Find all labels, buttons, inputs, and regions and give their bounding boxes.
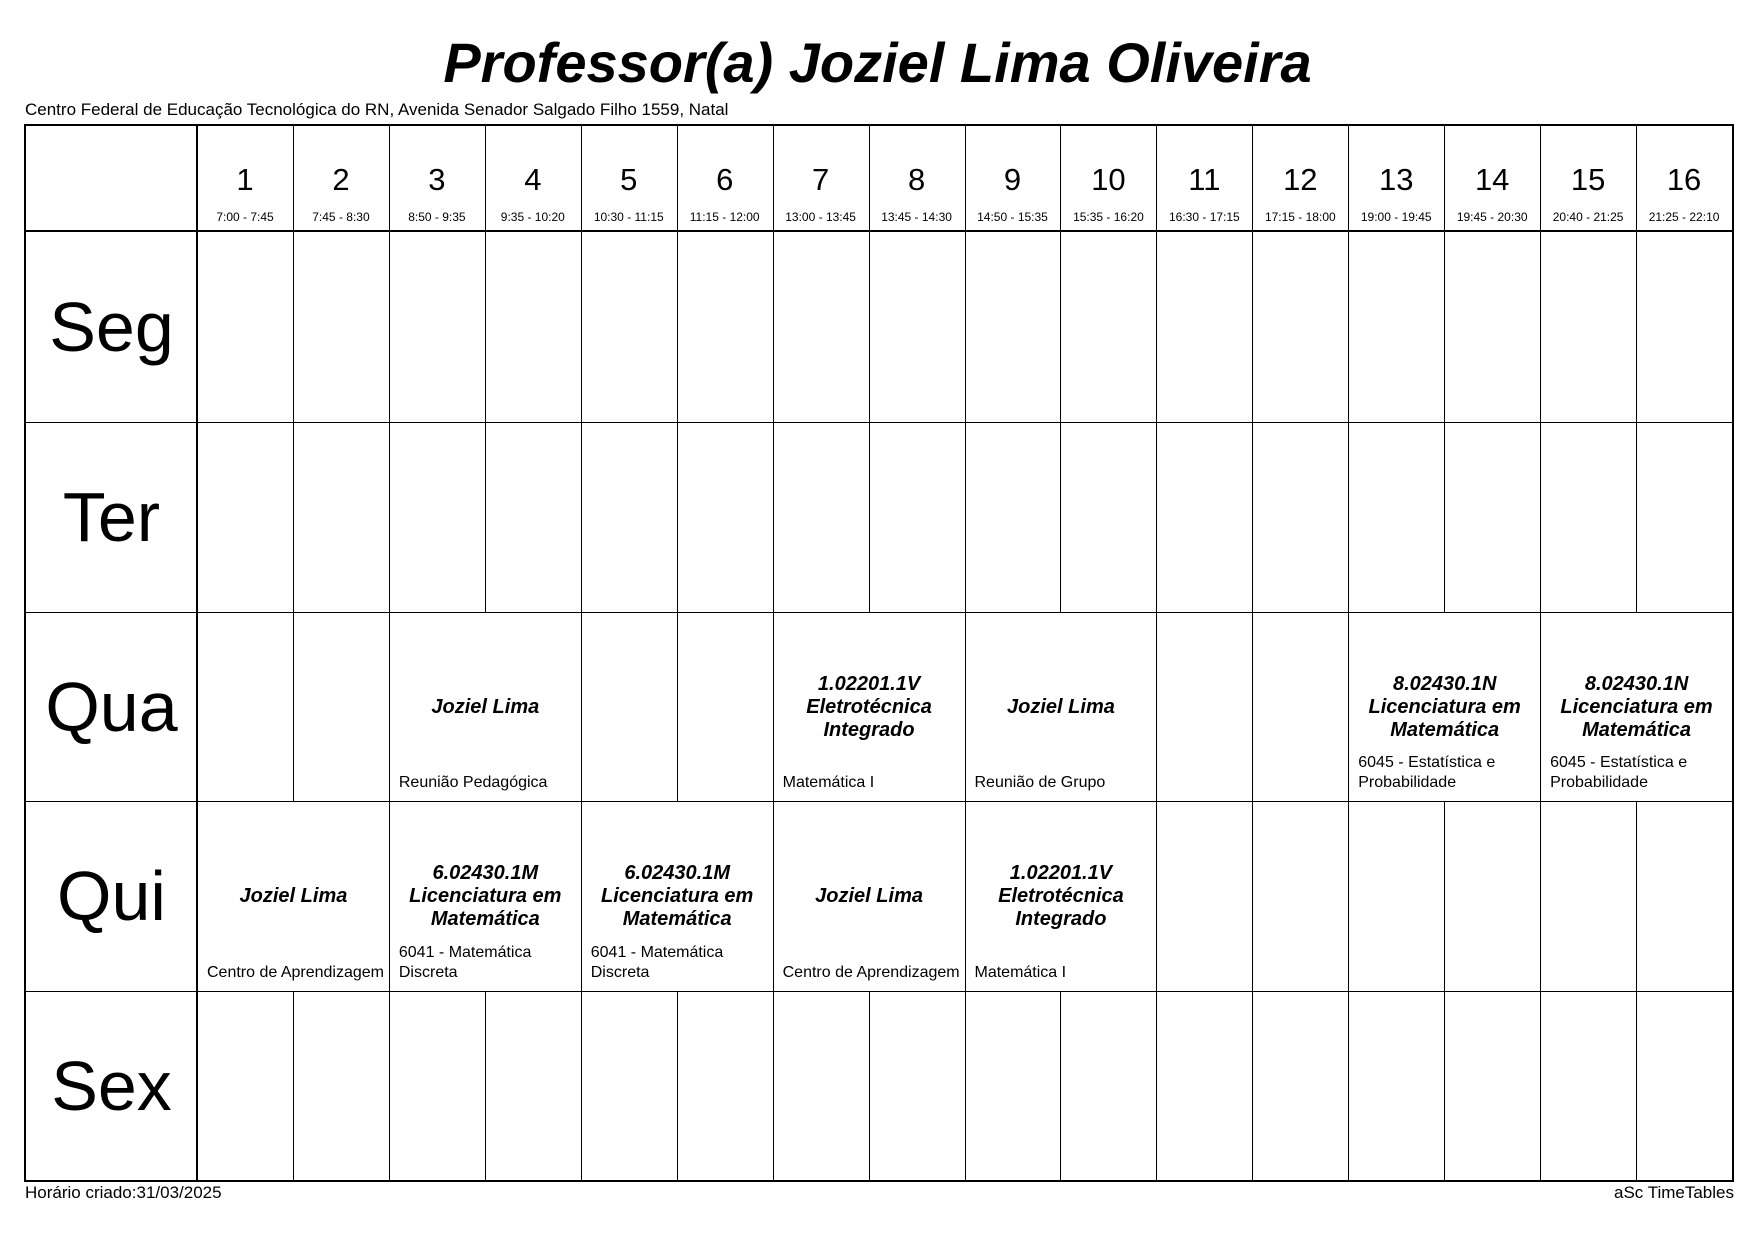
period-header [1444,126,1540,230]
day-label-sex: Sex [51,1047,172,1126]
lesson-title-line: 6.02430.1M [432,862,539,885]
lesson-title-line: 1.02201.1V [817,672,921,695]
period-number: 7 [812,162,830,197]
lesson-subject: 6045 - Estatística e Probabilidade [1358,754,1496,792]
lesson-card [390,613,581,802]
period-header [773,126,869,230]
lesson-subject: 6041 - Matemática Discreta [398,944,532,982]
period-time: 10:30 - 11:15 [593,210,664,224]
lesson-title-line: Matemática [430,908,540,931]
lesson-title-line: Matemática [1582,718,1692,741]
period-divider [677,126,678,1180]
lesson-title-line: Eletrotécnica [998,885,1124,908]
day-divider [26,422,1732,423]
day-column-divider [196,126,198,1180]
period-number: 9 [1003,162,1022,197]
period-number: 14 [1474,162,1510,197]
period-divider [293,126,294,1180]
lesson-title-line: Joziel Lima [431,695,540,718]
period-number: 2 [332,162,350,197]
software-brand: aSc TimeTables [1614,1183,1734,1202]
period-header [581,126,677,230]
period-number: 10 [1091,162,1126,197]
lesson-title-line: Integrado [823,718,915,741]
lesson-title-line: Joziel Lima [815,885,923,908]
period-number: 4 [524,162,542,197]
period-header [1348,126,1444,230]
period-header [1540,126,1636,230]
day-label-ter: Ter [62,477,161,556]
lesson-subject: Centro de Aprendizagem [782,964,960,982]
lesson-card [390,802,581,991]
lesson-title-line: Matemática [622,908,732,931]
period-number: 12 [1283,162,1318,197]
lesson-title-line: Licenciatura em [1368,695,1521,718]
day-label-qui: Qui [57,857,166,936]
lesson-title-line: Matemática [1390,718,1500,741]
lesson-subject: 6045 - Estatística e Probabilidade [1550,754,1688,792]
period-divider [1252,126,1253,1180]
lesson-card [966,802,1157,991]
lesson-title-line: Integrado [1015,908,1107,931]
period-number: 3 [428,162,446,197]
day-label-seg: Seg [49,287,174,366]
timetable-grid [24,124,1734,1182]
period-time: 7:45 - 8:30 [312,210,370,224]
lesson-title-line: Licenciatura em [601,885,754,908]
period-header [1636,126,1732,230]
lesson-subject: Matemática I [974,964,1067,982]
period-time: 19:00 - 19:45 [1360,210,1432,224]
lesson-title [1353,673,1536,742]
lesson-title [202,885,385,908]
lesson-title-line: 8.02430.1N [1392,672,1497,695]
header-divider [26,230,1732,232]
period-time: 16:30 - 17:15 [1169,210,1240,224]
period-number: 11 [1188,162,1221,197]
period-time: 19:45 - 20:30 [1456,210,1528,224]
lesson-card [966,613,1157,802]
day-label-qua: Qua [45,667,178,746]
lesson-subject: Centro de Aprendizagem [207,964,384,982]
lesson-subject: 6041 - Matemática Discreta [590,944,724,982]
period-time: 14:50 - 15:35 [977,210,1048,224]
period-header [677,126,773,230]
lesson-title-line: Joziel Lima [239,885,348,908]
lesson-card [582,802,773,991]
period-header [293,126,389,230]
lesson-subject: Reunião Pedagógica [398,774,548,792]
period-header [197,126,293,230]
lesson-title-line: Licenciatura em [409,885,562,908]
lesson-title-line: Licenciatura em [1560,695,1713,718]
period-time: 13:00 - 13:45 [785,210,856,224]
lesson-title-line: Joziel Lima [1007,695,1115,718]
page-title: Professor(a) Joziel Lima Oliveira [443,31,1312,94]
lesson-title-line: 6.02430.1M [624,862,730,885]
institution-address: Centro Federal de Educação Tecnológica do RN, Avenida Senador Salgado Filho 1559, Natal [25,100,729,119]
period-header [869,126,965,230]
period-number: 5 [620,162,638,197]
period-number: 15 [1570,162,1606,197]
lesson-card [774,613,965,802]
period-number: 8 [907,162,926,197]
lesson-title [778,885,961,908]
period-time: 21:25 - 22:10 [1648,210,1720,224]
period-header [485,126,581,230]
period-header [1060,126,1156,230]
period-divider [581,126,582,1180]
period-header [389,126,485,230]
period-time: 9:35 - 10:20 [500,210,565,224]
lesson-title [778,673,961,742]
lesson-subject: Reunião de Grupo [974,774,1106,792]
period-number: 6 [716,162,734,197]
period-number: 1 [236,162,254,197]
lesson-card [774,802,965,991]
period-time: 17:15 - 18:00 [1264,210,1336,224]
period-header [1252,126,1348,230]
period-header [1156,126,1252,230]
lesson-card [1349,613,1540,802]
period-time: 7:00 - 7:45 [216,210,274,224]
period-time: 8:50 - 9:35 [408,210,466,224]
period-time: 20:40 - 21:25 [1552,210,1624,224]
lesson-title [1545,673,1728,742]
period-time: 13:45 - 14:30 [881,210,952,224]
lesson-title-line: 8.02430.1N [1584,672,1689,695]
lesson-title [970,862,1153,931]
lesson-title [394,862,577,931]
period-time: 15:35 - 16:20 [1073,210,1144,224]
lesson-title [394,696,577,719]
period-number: 16 [1666,162,1702,197]
period-number: 13 [1379,162,1414,197]
lesson-title-line: 1.02201.1V [1009,862,1113,885]
lesson-card [1541,613,1732,802]
lesson-subject: Matemática I [782,774,875,792]
lesson-title [970,696,1153,719]
created-date: Horário criado:31/03/2025 [25,1183,222,1202]
lesson-card [198,802,389,991]
period-header [965,126,1061,230]
lesson-title-line: Eletrotécnica [806,695,932,718]
lesson-title [586,862,769,931]
period-time: 11:15 - 12:00 [689,210,760,224]
